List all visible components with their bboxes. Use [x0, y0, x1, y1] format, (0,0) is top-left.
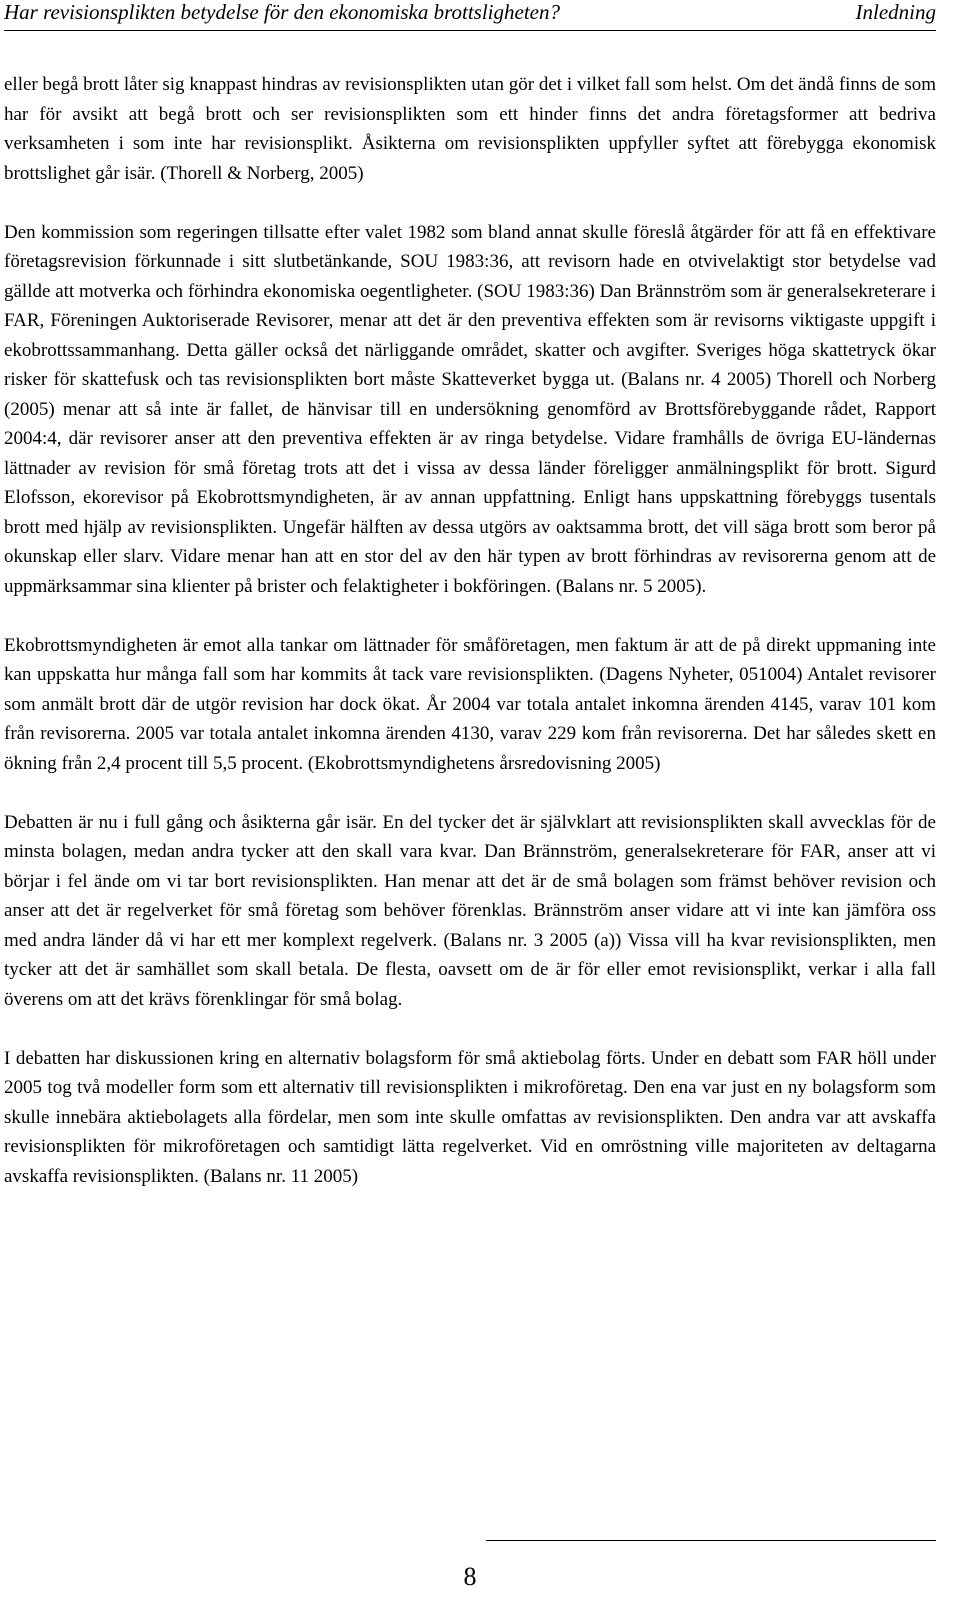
running-header [4, 0, 936, 31]
footer-rule [486, 1540, 936, 1541]
paragraph-3: Ekobrottsmyndigheten är emot alla tankar om lättnader för småföretagen, men faktum är att de på direkt uppmaning inte kan uppskatta hur många fall som har kommits åt tack vare revisionsplikten. (Dagens Nyheter, 051004) Antalet revisorer som anmält brott där de utgör revision har dock ökat. År 2004 var totala antalet inkomna ärenden 4145, varav 101 kom från revisorerna. 2005 var totala antalet inkomna ärenden 4130, varav 229 kom från revisorerna. Det har således skett en ökning från 2,4 procent till 5,5 procent. (Ekobrottsmyndighetens årsredovisning 2005) [4, 634, 936, 774]
paragraph-5: I debatten har diskussionen kring en alternativ bolagsform för små aktiebolag förts. Under en debatt som FAR höll under 2005 tog två modeller form som ett alternativ till revisionsplikten i mikroföretag. Den ena var just en ny bolagsform som skulle innebära aktiebolagets alla fördelar, men som inte skulle omfattas av revisionsplikten. Den andra var att avskaffa revisionsplikten för mikroföretagen och samtidigt lätta regelverket. Vid en omröstning ville majoriteten av deltagarna avskaffa revisionsplikten. (Balans nr. 11 2005) [4, 1047, 936, 1187]
header-section: Inledning [855, 0, 936, 24]
body-text [4, 70, 936, 1221]
page-number: 8 [463, 1562, 477, 1591]
page-footer [4, 1540, 936, 1605]
header-title: Har revisionsplikten betydelse för den ekonomiska brottsligheten? [4, 0, 560, 24]
paragraph-4: Debatten är nu i full gång och åsikterna går isär. En del tycker det är självklart att revisionsplikten skall avvecklas för de minsta bolagen, medan andra tycker att den skall vara kvar. Dan Brännström, generalsekreterare för FAR, anser att vi börjar i fel ände om vi tar bort revisionsplikten. Han menar att det är de små bolagen som främst behöver revision och anser att det är regelverket för små företag som behöver förenklas. Brännström anser vidare att vi inte kan jämföra oss med andra länder då vi har ett mer komplext regelverk. (Balans nr. 3 2005 (a)) Vissa vill ha kvar revisionsplikten, men tycker att det är samhället som skall betala. De flesta, oavsett om de är för eller emot revisionsplikt, verkar i alla fall överens om att det krävs förenklingar för små bolag. [4, 811, 936, 1010]
paragraph-1: eller begå brott låter sig knappast hindras av revisionsplikten utan gör det i vilket fall som helst. Om det ändå finns de som har för avsikt att begå brott och ser revisionsplikten som ett hinder finns det andra företagsformer att bedriva verksamheten i som inte har revisionsplikt. Åsikterna om revisionsplikten uppfyller syftet att förebygga ekonomisk brottslighet går isär. (Thorell & Norberg, 2005) [4, 74, 936, 184]
paragraph-2: Den kommission som regeringen tillsatte efter valet 1982 som bland annat skulle föreslå åtgärder för att få en effektivare företagsrevision förkunnade i sitt slutbetänkande, SOU 1983:36, att revisorn hade en otvivelaktigt stor betydelse vad gällde att motverka och förhindra ekonomiska oegentligheter. (SOU 1983:36) Dan Brännström som är generalsekreterare i FAR, Föreningen Auktoriserade Revisorer, menar att det är den preventiva effekten som är revisorns viktigaste uppgift i ekobrottssammanhang. Detta gäller också det närliggande området, skatter och avgifter. Sveriges höga skattetryck ökar risker för skattefusk och tas revisionsplikten bort måste Skatteverket bygga ut. (Balans nr. 4 2005) Thorell och Norberg (2005) menar att så inte är fallet, de hänvisar till en undersökning genomförd av Brottsförebyggande rådet, Rapport 2004:4, där revisorer anser att den preventiva effekten är av ringa betydelse. Vidare framhålls de övriga EU-ländernas lättnader av revision för små företag trots att det i vissa av dessa länder föreligger anmälningsplikt för brott. Sigurd Elofsson, ekorevisor på Ekobrottsmyndigheten, är av annan uppfattning. Enligt hans uppskattning förebyggs tusentals brott med hjälp av revisionsplikten. Ungefär hälften av dessa utgörs av oaktsamma brott, det vill säga brott som beror på okunskap eller slarv. Vidare menar han att en stor del av den här typen av brott förhindras av revisorerna genom att de uppmärksammar sina klienter på brister och felaktigheter i bokföringen. (Balans nr. 5 2005). [4, 221, 936, 597]
